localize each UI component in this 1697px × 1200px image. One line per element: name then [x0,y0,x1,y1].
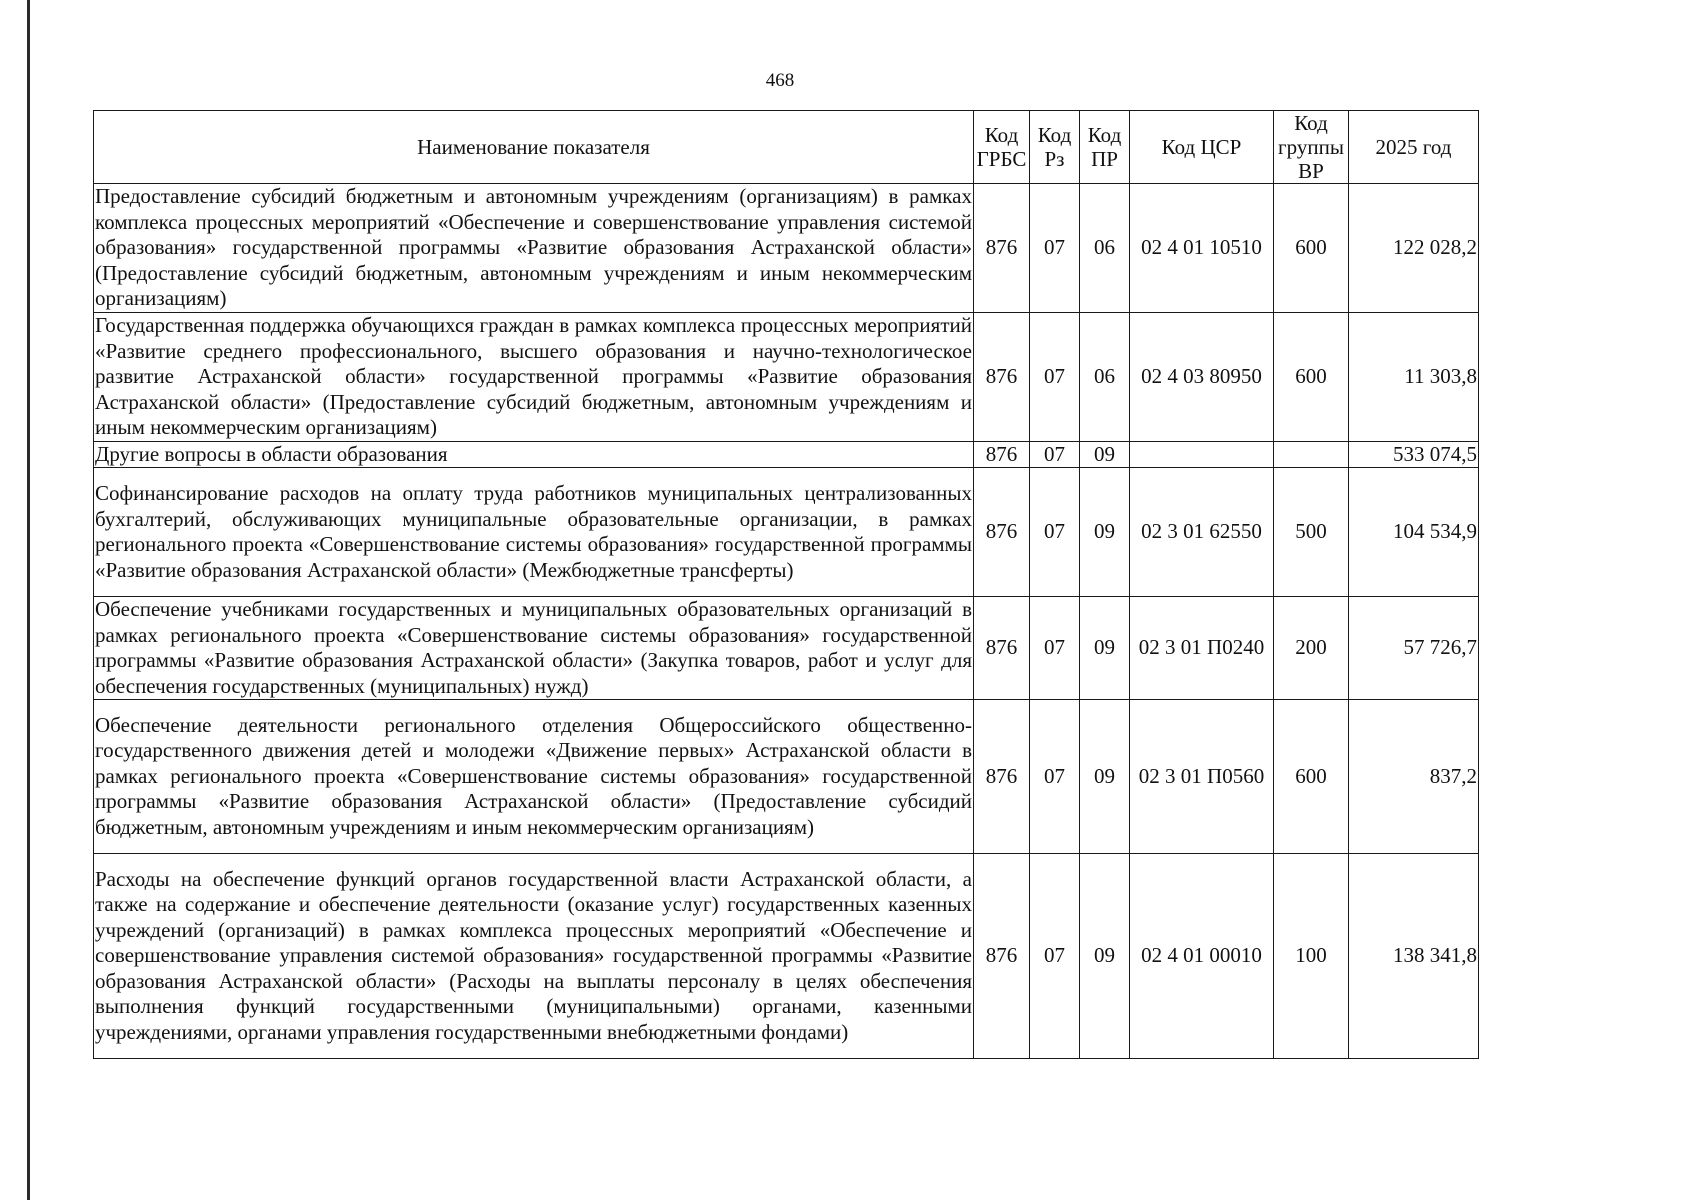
row-csr: 02 4 01 10510 [1130,184,1274,313]
row-rz: 07 [1030,441,1080,468]
row-csr: 02 3 01 П0240 [1130,597,1274,700]
row-amount: 122 028,2 [1349,184,1479,313]
row-amount: 104 534,9 [1349,468,1479,597]
row-rz: 07 [1030,184,1080,313]
header-grbs: Код ГРБС [974,111,1030,184]
row-rz: 07 [1030,313,1080,442]
table-header-row [94,111,1479,184]
budget-table [93,110,1479,1059]
row-amount: 837,2 [1349,700,1479,854]
table-row [94,313,1479,442]
margin-line [27,0,30,1200]
row-pr: 09 [1080,468,1130,597]
row-name: Обеспечение деятельности регионального отделения Общероссийского общественно-государственного движения детей и молодежи «Движение первых» Астраханской области в рамках регионального проекта «Совершенствование системы образования» государственной программы «Развитие образования Астраханской области» (Предоставление субсидий бюджетным, автономным учреждениям и иным некоммерческим организациям) [94,700,974,854]
row-csr: 02 3 01 62550 [1130,468,1274,597]
row-vr [1274,441,1349,468]
page-number: 468 [765,70,795,91]
row-name: Предоставление субсидий бюджетным и автономным учреждениям (организациям) в рамках комплекса процессных мероприятий «Обеспечение и совершенствование управления системой образования» государственной программы «Развитие образования Астраханской области» (Предоставление субсидий бюджетным, автономным учреждениям и иным некоммерческим организациям) [94,184,974,313]
header-vr: Код группы ВР [1274,111,1349,184]
row-name: Другие вопросы в области образования [94,441,974,468]
row-name: Расходы на обеспечение функций органов государственной власти Астраханской области, а также на содержание и обеспечение деятельности (оказание услуг) государственных казенных учреждений (организаций) в рамках комплекса процессных мероприятий «Обеспечение и совершенствование управления системой образования» государственной программы «Развитие образования Астраханской области» (Расходы на выплаты персоналу в целях обеспечения выполнения функций государственными (муниципальными) органами, казенными учреждениями, органами управления государственными внебюджетными фондами) [94,854,974,1059]
row-vr: 100 [1274,854,1349,1059]
row-vr: 200 [1274,597,1349,700]
row-name: Государственная поддержка обучающихся граждан в рамках комплекса процессных мероприятий «Развитие среднего профессионального, высшего образования и научно-технологическое развитие Астраханской области» государственной программы «Развитие образования Астраханской области» (Предоставление субсидий бюджетным, автономным учреждениям и иным некоммерческим организациям) [95,313,972,439]
row-rz: 07 [1030,597,1080,700]
row-grbs: 876 [974,184,1030,313]
row-vr: 600 [1274,184,1349,313]
row-name: Софинансирование расходов на оплату труда работников муниципальных централизованных бухгалтерий, обслуживающих муниципальные образовательные организации, в рамках регионального проекта «Совершенствование системы образования» государственной программы «Развитие образования Астраханской области» (Межбюджетные трансферты) [94,468,974,597]
row-rz: 07 [1030,854,1080,1059]
row-csr: 02 4 01 00010 [1130,854,1274,1059]
row-csr [1130,441,1274,468]
row-amount: 11 303,8 [1349,313,1479,442]
row-vr: 600 [1274,313,1349,442]
row-vr: 600 [1274,700,1349,854]
row-csr: 02 3 01 П0560 [1130,700,1274,854]
table-row [94,468,1479,597]
row-rz: 07 [1030,700,1080,854]
row-pr: 06 [1080,313,1130,442]
row-pr: 09 [1080,700,1130,854]
row-amount: 533 074,5 [1349,441,1479,468]
row-amount: 138 341,8 [1349,854,1479,1059]
table-row [94,854,1479,1059]
row-pr: 06 [1080,184,1130,313]
table-row [94,597,1479,700]
row-grbs: 876 [974,313,1030,442]
row-grbs: 876 [974,700,1030,854]
row-csr: 02 4 03 80950 [1130,313,1274,442]
header-pr: Код ПР [1080,111,1130,184]
row-pr: 09 [1080,597,1130,700]
row-grbs: 876 [974,441,1030,468]
row-amount: 57 726,7 [1349,597,1479,700]
row-rz: 07 [1030,468,1080,597]
header-name: Наименование показателя [94,111,974,184]
row-vr: 500 [1274,468,1349,597]
row-grbs: 876 [974,597,1030,700]
header-csr: Код ЦСР [1130,111,1274,184]
table-row [94,441,1479,468]
row-pr: 09 [1080,854,1130,1059]
table-row [94,184,1479,313]
row-name: Обеспечение учебниками государственных и муниципальных образовательных организаций в рамках регионального проекта «Совершенствование системы образования» государственной программы «Развитие образования Астраханской области» (Закупка товаров, работ и услуг для обеспечения государственных (муниципальных) нужд) [95,597,972,698]
row-pr: 09 [1080,441,1130,468]
row-grbs: 876 [974,854,1030,1059]
header-rz: Код Рз [1030,111,1080,184]
row-grbs: 876 [974,468,1030,597]
table-row [94,700,1479,854]
header-year: 2025 год [1349,111,1479,184]
